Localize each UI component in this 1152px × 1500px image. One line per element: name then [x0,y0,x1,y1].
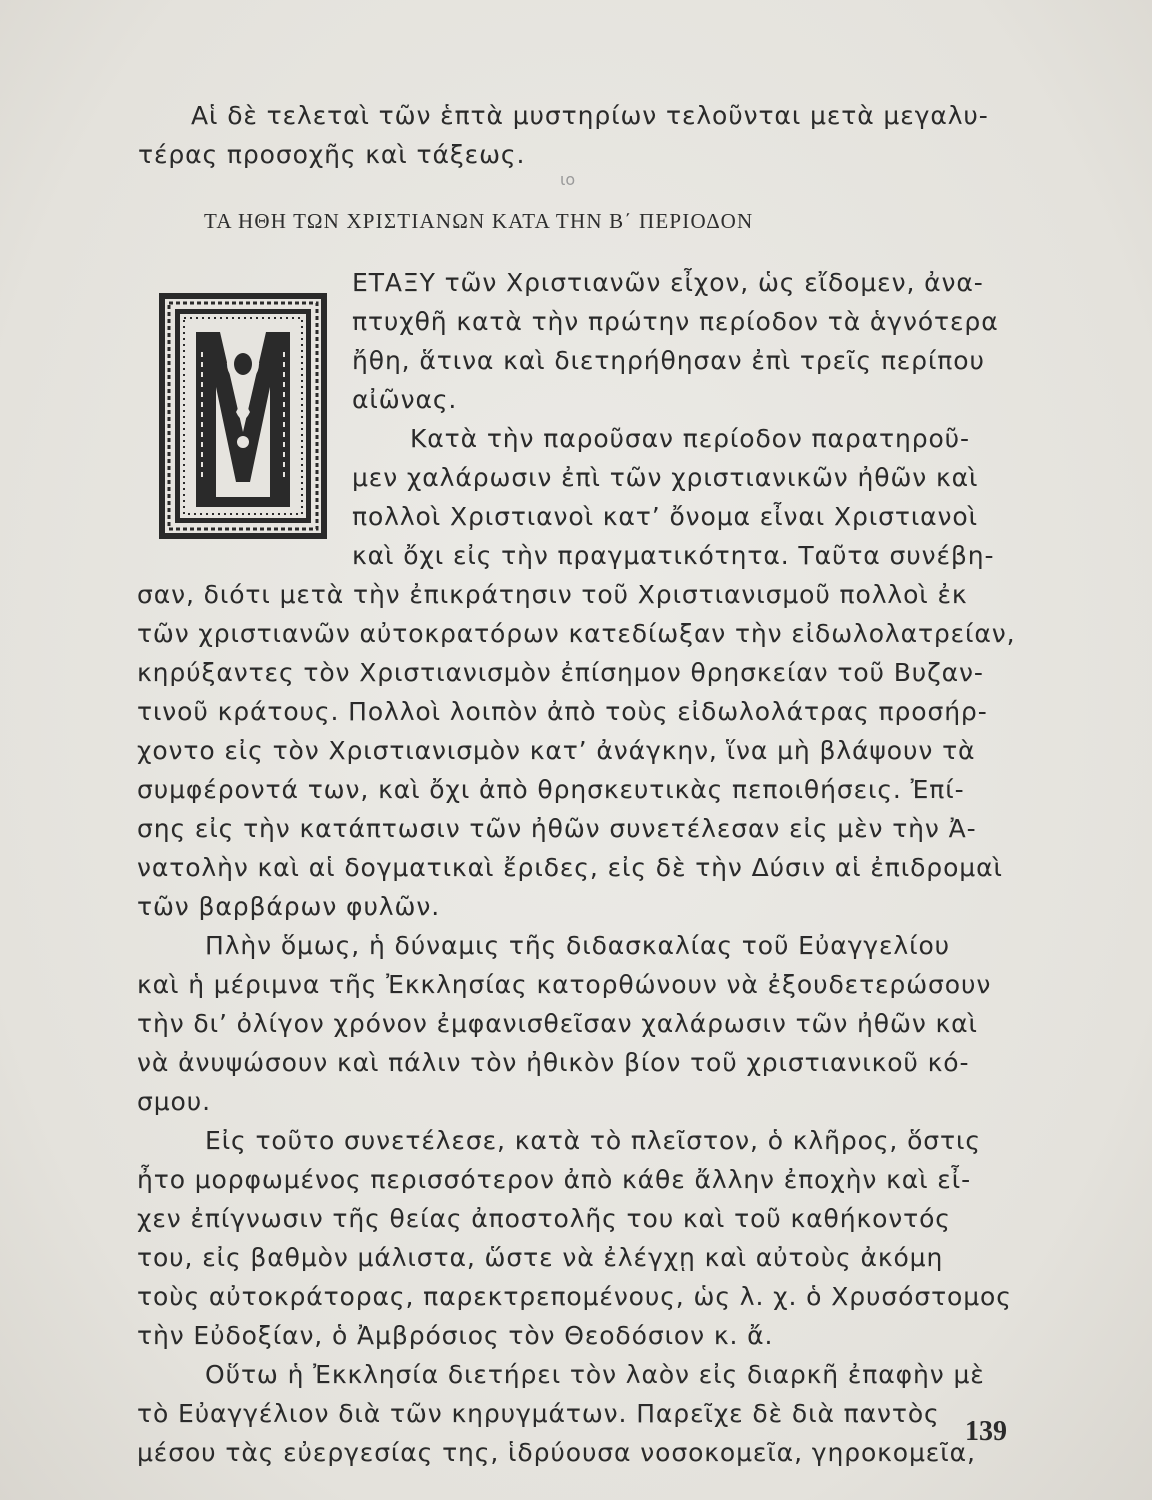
text-line: αἰῶνας. [352,385,458,414]
text-line: νατολὴν καὶ αἱ δογματικαὶ ἔριδες, εἰς δὲ τὴν Δύσιν αἱ ἐπιδρομαὶ [137,853,1003,882]
text-line: σαν, διότι μετὰ τὴν ἐπικράτησιν τοῦ Χριστιανισμοῦ πολλοὶ ἐκ [137,580,968,609]
text-line: μεν χαλάρωσιν ἐπὶ τῶν χριστιανικῶν ἠθῶν καὶ [352,463,979,492]
text-line: τοὺς αὐτοκράτορας, παρεκτρεπομένους, ὡς λ. χ. ὁ Χρυσόστομος [137,1282,1012,1311]
text-line: του, εἰς βαθμὸν μάλιστα, ὥστε νὰ ἐλέγχῃ καὶ αὐτοὺς ἀκόμη [137,1243,944,1272]
text-line: συμφέροντά των, καὶ ὄχι ἀπὸ θρησκευτικὰς πεποιθήσεις. Ἐπί- [137,775,965,804]
text-line: τῶν βαρβάρων φυλῶν. [137,892,441,921]
text-line: σμου. [137,1087,211,1116]
text-line: ἦτο μορφωμένος περισσότερον ἀπὸ κάθε ἄλλην ἐποχὴν καὶ εἶ- [137,1165,971,1194]
text-line: Αἱ δὲ τελεταὶ τῶν ἑπτὰ μυστηρίων τελοῦνται μετὰ μεγαλυ- [191,101,989,130]
section-heading: ΤΑ ΗΘΗ ΤΩΝ ΧΡΙΣΤΙΑΝΩΝ ΚΑΤΑ ΤΗΝ Β΄ ΠΕΡΙΟΔΟΝ [204,209,754,233]
text-line: νὰ ἀνυψώσουν καὶ πάλιν τὸν ἠθικὸν βίον τοῦ χριστιανικοῦ κό- [137,1048,970,1077]
text-line: τὸ Εὐαγγέλιον διὰ τῶν κηρυγμάτων. Παρεῖχε δὲ διὰ παντὸς [137,1399,940,1428]
text-line: σης εἰς τὴν κατάπτωσιν τῶν ἠθῶν συνετέλεσαν εἰς μὲν τὴν Ἀ- [137,814,977,843]
text-line: Οὕτω ἡ Ἐκκλησία διετήρει τὸν λαὸν εἰς διαρκῆ ἐπαφὴν μὲ [205,1360,985,1389]
text-line: τῶν χριστιανῶν αὐτοκρατόρων κατεδίωξαν τὴν εἰδωλολατρείαν, [137,619,1016,648]
text-line: τέρας προσοχῆς καὶ τάξεως. [138,140,526,169]
text-line: τινοῦ κράτους. Πολλοὶ λοιπὸν ἀπὸ τοὺς εἰδωλολάτρας προσήρ- [137,697,988,726]
text-line: Κατὰ τὴν παροῦσαν περίοδον παρατηροῦ- [410,424,970,453]
text-line: καὶ ὄχι εἰς τὴν πραγματικότητα. Ταῦτα συνέβη- [352,541,995,570]
text-line: ἤθη, ἅτινα καὶ διετηρήθησαν ἐπὶ τρεῖς περίπου [352,346,985,375]
text-line: μέσου τὰς εὐεργεσίας της, ἱδρύουσα νοσοκομεῖα, γηροκομεῖα, [137,1438,976,1467]
text-line: καὶ ἡ μέριμνα τῆς Ἐκκλησίας κατορθώνουν νὰ ἐξουδετερώσουν [137,970,992,999]
text-line: τὴν δι’ ὀλίγον χρόνον ἐμφανισθεῖσαν χαλάρωσιν τῶν ἠθῶν καὶ [137,1009,978,1038]
text-line: Εἰς τοῦτο συνετέλεσε, κατὰ τὸ πλεῖστον, ὁ κλῆρος, ὅστις [205,1126,981,1155]
text-line: χεν ἐπίγνωσιν τῆς θείας ἀποστολῆς του καὶ τοῦ καθήκοντός [137,1204,951,1233]
text-line: Πλὴν ὅμως, ἡ δύναμις τῆς διδασκαλίας τοῦ Εὐαγγελίου [205,931,951,960]
stray-mark: ιο [560,170,576,189]
text-line: ΕΤΑΞΥ τῶν Χριστιανῶν εἶχον, ὡς εἴδομεν, ἀνα- [352,268,984,297]
text-line: πολλοὶ Χριστιανοὶ κατ’ ὄνομα εἶναι Χριστιανοὶ [352,502,978,531]
text-line: κηρύξαντες τὸν Χριστιανισμὸν ἐπίσημον θρησκείαν τοῦ Βυζαν- [137,658,984,687]
text-line: τὴν Εὐδοξίαν, ὁ Ἀμβρόσιος τὸν Θεοδόσιον κ. ἄ. [137,1321,774,1350]
text-line: χοντο εἰς τὸν Χριστιανισμὸν κατ’ ἀνάγκην, ἵνα μὴ βλάψουν τὰ [137,736,976,765]
page-number: 139 [965,1416,1007,1447]
text-line: πτυχθῆ κατὰ τὴν πρώτην περίοδον τὰ ἁγνότερα [352,307,999,336]
ornamental-initial-m-icon [158,292,328,540]
